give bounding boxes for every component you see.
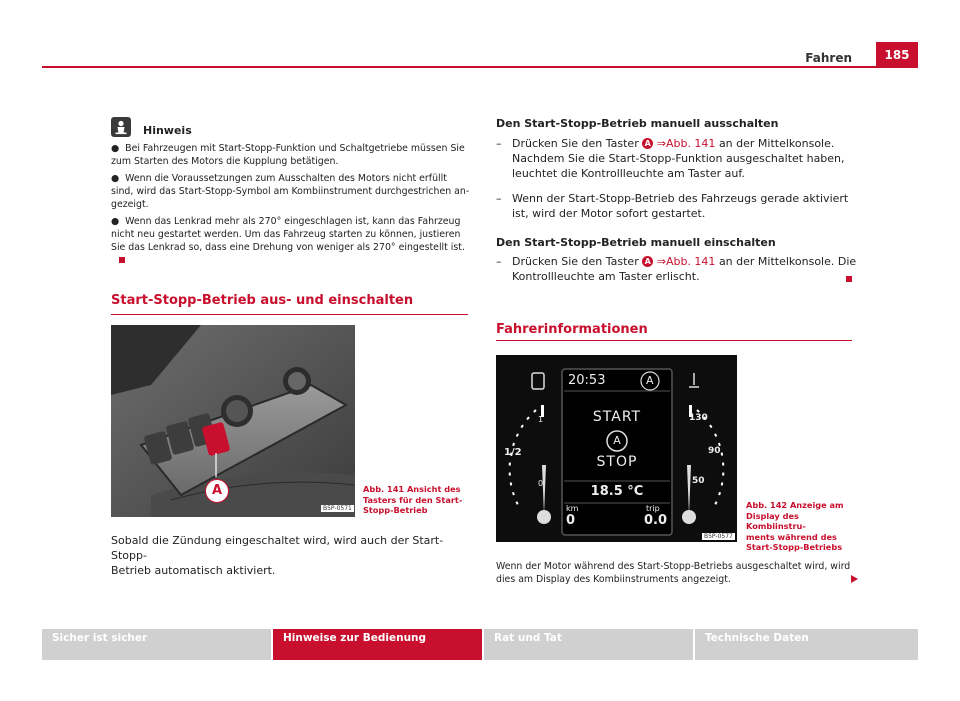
scale-label-130: 130 bbox=[689, 413, 708, 423]
body-line: Sobald die Zündung eingeschaltet wird, wird auch der Start-Stopp- bbox=[111, 534, 444, 562]
caption-line: Tasters für den Start- bbox=[363, 494, 463, 505]
display-temperature: 18.5 °C bbox=[590, 484, 644, 499]
bullet-line: ● Bei Fahrzeugen mit Start-Stopp-Funktion und Schaltgetriebe müssen Sie bbox=[111, 143, 465, 154]
cluster-illustration bbox=[496, 355, 737, 542]
right-body-text bbox=[496, 560, 856, 586]
note-bullet bbox=[111, 172, 471, 211]
console-illustration bbox=[111, 325, 355, 517]
figure-142 bbox=[496, 355, 737, 542]
figure-code: B5P-0577 bbox=[704, 533, 733, 540]
continue-arrow-icon bbox=[851, 575, 858, 583]
note-bullet bbox=[111, 215, 471, 267]
figure-caption-142 bbox=[746, 500, 856, 553]
display-start: START bbox=[592, 409, 642, 425]
caption-line: Stopp-Betrieb bbox=[363, 505, 428, 515]
display-mode: A bbox=[646, 374, 654, 387]
figure-link-141[interactable]: ⇒Abb. 141 bbox=[656, 255, 716, 268]
note-bullets bbox=[111, 142, 471, 267]
instruction-line: – Drücken Sie den Taster A ⇒Abb. 141 an der Mittelkonsole. Die bbox=[496, 255, 857, 268]
footer-tab-advice[interactable]: Rat und Tat bbox=[484, 629, 693, 660]
end-marker-icon bbox=[119, 257, 125, 263]
instruction-line: – Wenn der Start-Stopp-Betrieb des Fahrzeugs gerade aktiviert bbox=[496, 192, 849, 205]
instruction-item-1 bbox=[496, 136, 866, 181]
bullet-line: ● Wenn das Lenkrad mehr als 270° eingeschlagen ist, kann das Fahrzeug bbox=[111, 216, 461, 227]
bullet-line: zum Starten des Motors die Kupplung betätigen. bbox=[111, 156, 339, 167]
page-header-title: Fahren bbox=[805, 51, 852, 65]
bullet-line: sind, wird das Start-Stopp-Symbol am Kombiinstrument durchgestrichen an- bbox=[111, 186, 470, 197]
caption-line: Start-Stopp-Betriebs bbox=[746, 542, 843, 552]
display-trip-value: 0.0 bbox=[644, 513, 668, 528]
figure-marker-a bbox=[205, 479, 229, 503]
footer-tab-technical[interactable]: Technische Daten bbox=[695, 629, 918, 660]
display-km-label: km bbox=[566, 504, 579, 513]
figure-141 bbox=[111, 325, 355, 517]
instruction-line: – Drücken Sie den Taster A ⇒Abb. 141 an der Mittelkonsole. bbox=[496, 137, 835, 150]
section-rule bbox=[496, 340, 852, 341]
bullet-line: ● Wenn die Voraussetzungen zum Ausschalten des Motors nicht erfüllt bbox=[111, 173, 447, 184]
display-stop: STOP bbox=[596, 454, 638, 470]
body-line: dies am Display des Kombiinstruments angezeigt. bbox=[496, 574, 731, 585]
instruction-item-2 bbox=[496, 191, 866, 221]
page-number: 185 bbox=[876, 42, 918, 66]
body-line: Betrieb automatisch aktiviert. bbox=[111, 564, 276, 577]
header-rule bbox=[42, 66, 918, 68]
footer-tab-safety[interactable]: Sicher ist sicher bbox=[42, 629, 271, 660]
display-km-value: 0 bbox=[566, 513, 576, 528]
dash: – bbox=[496, 137, 502, 150]
instruction-line: Kontrollleuchte am Taster erlischt. bbox=[512, 270, 700, 283]
scale-label-50: 50 bbox=[692, 476, 705, 486]
display-trip-label: trip bbox=[646, 504, 660, 513]
figure-link-141[interactable]: ⇒Abb. 141 bbox=[656, 137, 716, 150]
footer-tab-operation[interactable]: Hinweise zur Bedienung bbox=[273, 629, 482, 660]
section-title-driver-info: Fahrerinformationen bbox=[496, 322, 648, 337]
dash: – bbox=[496, 192, 502, 205]
bullet-dot: ● bbox=[111, 216, 126, 227]
figure-code: B5P-0571 bbox=[323, 505, 352, 512]
figure-caption-141 bbox=[363, 484, 463, 516]
caption-line: Abb. 142 Anzeige am bbox=[746, 500, 844, 510]
bullet-line: Sie das Lenkrad so, dass eine Drehung von weniger als 270° eingestellt ist. bbox=[111, 241, 471, 267]
caption-line: ments während des bbox=[746, 531, 837, 542]
caption-line: Abb. 141 Ansicht des bbox=[363, 484, 461, 494]
note-icon bbox=[111, 117, 131, 137]
marker-a-label: A bbox=[211, 483, 223, 498]
note-title: Hinweis bbox=[143, 124, 192, 137]
display-mode-center: A bbox=[613, 434, 621, 447]
heading-manual-on: Den Start-Stopp-Betrieb manuell einschalten bbox=[496, 236, 776, 249]
instruction-line: Nachdem Sie die Start-Stopp-Funktion ausgeschaltet haben, bbox=[512, 152, 845, 165]
scale-label-1: 1 bbox=[538, 415, 544, 424]
scale-label-half: 1/2 bbox=[504, 447, 522, 458]
dash: – bbox=[496, 255, 502, 268]
bullet-line: gezeigt. bbox=[111, 199, 149, 210]
bullet-dot: ● bbox=[111, 173, 126, 184]
bullet-line: nicht neu gestartet werden. Um das Fahrzeug starten zu können, justieren bbox=[111, 229, 461, 240]
left-body-text bbox=[111, 533, 471, 578]
heading-manual-off: Den Start-Stopp-Betrieb manuell ausschalten bbox=[496, 117, 779, 130]
caption-line: Display des Kombiinstru- bbox=[746, 510, 806, 531]
display-time: 20:53 bbox=[568, 373, 606, 388]
section-title-start-stop: Start-Stopp-Betrieb aus- und einschalten bbox=[111, 293, 414, 308]
end-marker-icon bbox=[846, 276, 852, 282]
marker-a-icon: A bbox=[642, 256, 653, 267]
body-line: Wenn der Motor während des Start-Stopp-Betriebs ausgeschaltet wird, wird bbox=[496, 561, 851, 572]
instruction-item-3 bbox=[496, 254, 866, 284]
marker-a-icon: A bbox=[642, 138, 653, 149]
scale-label-90: 90 bbox=[708, 446, 721, 456]
bullet-dot: ● bbox=[111, 143, 126, 154]
note-bullet bbox=[111, 142, 471, 168]
instruction-line: leuchtet die Kontrollleuchte am Taster auf. bbox=[512, 167, 745, 180]
instruction-line: ist, wird der Motor sofort gestartet. bbox=[512, 207, 706, 220]
section-rule bbox=[111, 314, 468, 315]
scale-label-0: 0 bbox=[538, 479, 544, 488]
